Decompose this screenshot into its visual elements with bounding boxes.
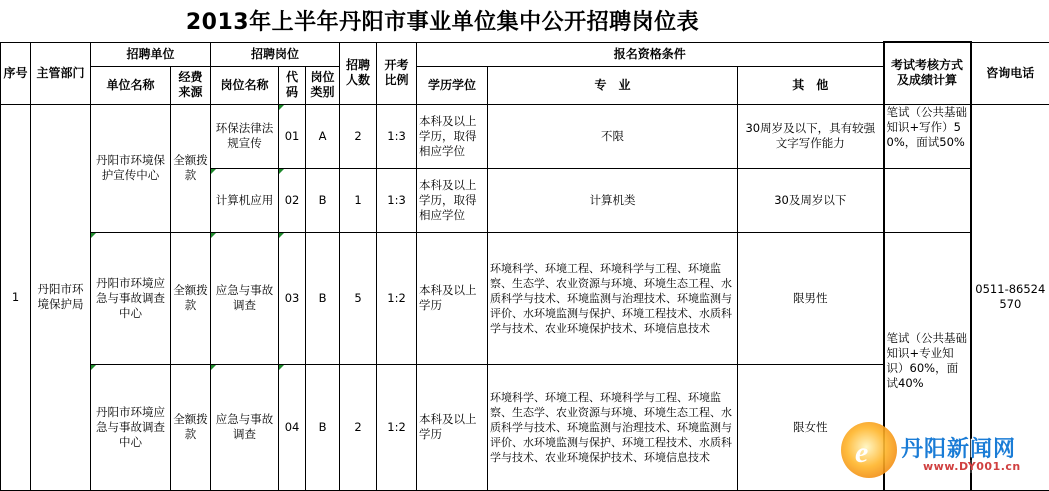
cell-other: 限女性 xyxy=(738,364,884,490)
cell-exam: 笔试（公共基础知识+专业知识）60%，面试40% xyxy=(884,232,971,490)
cell-ratio: 1:2 xyxy=(377,232,417,364)
cell-major: 计算机类 xyxy=(488,168,738,232)
cell-count: 5 xyxy=(340,232,377,364)
cell-exam-empty xyxy=(884,168,971,232)
col-header-ratio: 开考比例 xyxy=(377,42,417,104)
col-header-category: 岗位类别 xyxy=(306,66,340,104)
site-watermark xyxy=(841,416,1041,486)
cell-count: 1 xyxy=(340,168,377,232)
cell-funding: 全额拨款 xyxy=(171,232,211,364)
cell-count: 2 xyxy=(340,364,377,490)
cell-major: 不限 xyxy=(488,104,738,168)
cell-unit: 丹阳市环境保护宣传中心 xyxy=(91,104,171,232)
cell-category: B xyxy=(306,168,340,232)
col-header-post-group: 招聘岗位 xyxy=(211,42,340,66)
col-header-other: 其 他 xyxy=(738,66,884,104)
table-row xyxy=(1,104,1049,168)
cell-exam: 笔试（公共基础知识+写作）50%，面试50% xyxy=(884,104,971,168)
cell-other: 30周岁及以下，具有较强文字写作能力 xyxy=(738,104,884,168)
cell-post: 应急与事故调查 xyxy=(211,364,279,490)
cell-other: 30及周岁以下 xyxy=(738,168,884,232)
col-header-post-name: 岗位名称 xyxy=(211,66,279,104)
cell-major: 环境科学、环境工程、环境科学与工程、环境监察、生态学、农业资源与环境、环境生态工程、水质科学与技术、环境监测与治理技术、环境监测与评价、水环境监测与保护、环境工程技术、水质科学与技术、农业环境保护技术、环境信息技术 xyxy=(488,364,738,490)
col-header-unit-group: 招聘单位 xyxy=(91,42,211,66)
cell-education: 本科及以上学历 xyxy=(417,364,488,490)
col-header-exam: 考试考核方式及成绩计算 xyxy=(884,42,971,104)
logo-e-icon: e xyxy=(841,422,897,478)
cell-post: 计算机应用 xyxy=(211,168,279,232)
page-title: 2013年上半年丹阳市事业单位集中公开招聘岗位表 xyxy=(185,10,700,35)
cell-education: 本科及以上学历，取得相应学位 xyxy=(417,168,488,232)
col-header-phone: 咨询电话 xyxy=(971,42,1049,104)
cell-code: 01 xyxy=(279,104,306,168)
cell-category: B xyxy=(306,364,340,490)
cell-phone: 0511-86524570 xyxy=(971,104,1049,490)
col-header-funding: 经费来源 xyxy=(171,66,211,104)
cell-unit: 丹阳市环境应急与事故调查中心 xyxy=(91,232,171,364)
cell-code: 04 xyxy=(279,364,306,490)
col-header-seq: 序号 xyxy=(1,42,31,104)
col-header-requirements: 报名资格条件 xyxy=(417,42,884,66)
watermark-url: www.DY001.cn xyxy=(923,460,1021,473)
header-row-1 xyxy=(1,42,1049,66)
cell-funding: 全额拨款 xyxy=(171,104,211,232)
cell-funding: 全额拨款 xyxy=(171,364,211,490)
cell-post: 环保法律法规宣传 xyxy=(211,104,279,168)
cell-education: 本科及以上学历 xyxy=(417,232,488,364)
cell-other: 限男性 xyxy=(738,232,884,364)
col-header-unit-name: 单位名称 xyxy=(91,66,171,104)
cell-ratio: 1:3 xyxy=(377,104,417,168)
watermark-site-name: 丹阳新闻网 xyxy=(901,437,1017,462)
table-row xyxy=(1,232,1049,364)
cell-code: 03 xyxy=(279,232,306,364)
col-header-authority: 主管部门 xyxy=(31,42,91,104)
cell-ratio: 1:2 xyxy=(377,364,417,490)
cell-education: 本科及以上学历，取得相应学位 xyxy=(417,104,488,168)
cell-category: B xyxy=(306,232,340,364)
col-header-count: 招聘人数 xyxy=(340,42,377,104)
col-header-major: 专 业 xyxy=(488,66,738,104)
col-header-code: 代码 xyxy=(279,66,306,104)
cell-authority: 丹阳市环境保护局 xyxy=(31,104,91,490)
cell-category: A xyxy=(306,104,340,168)
cell-count: 2 xyxy=(340,104,377,168)
cell-seq: 1 xyxy=(1,104,31,490)
col-header-education: 学历学位 xyxy=(417,66,488,104)
cell-code: 02 xyxy=(279,168,306,232)
cell-ratio: 1:3 xyxy=(377,168,417,232)
cell-post: 应急与事故调查 xyxy=(211,232,279,364)
cell-unit: 丹阳市环境应急与事故调查中心 xyxy=(91,364,171,490)
cell-major: 环境科学、环境工程、环境科学与工程、环境监察、生态学、农业资源与环境、环境生态工程、水质科学与技术、环境监测与治理技术、环境监测与评价、水环境监测与保护、环境工程技术、水质科学与技术、农业环境保护技术、环境信息技术 xyxy=(488,232,738,364)
